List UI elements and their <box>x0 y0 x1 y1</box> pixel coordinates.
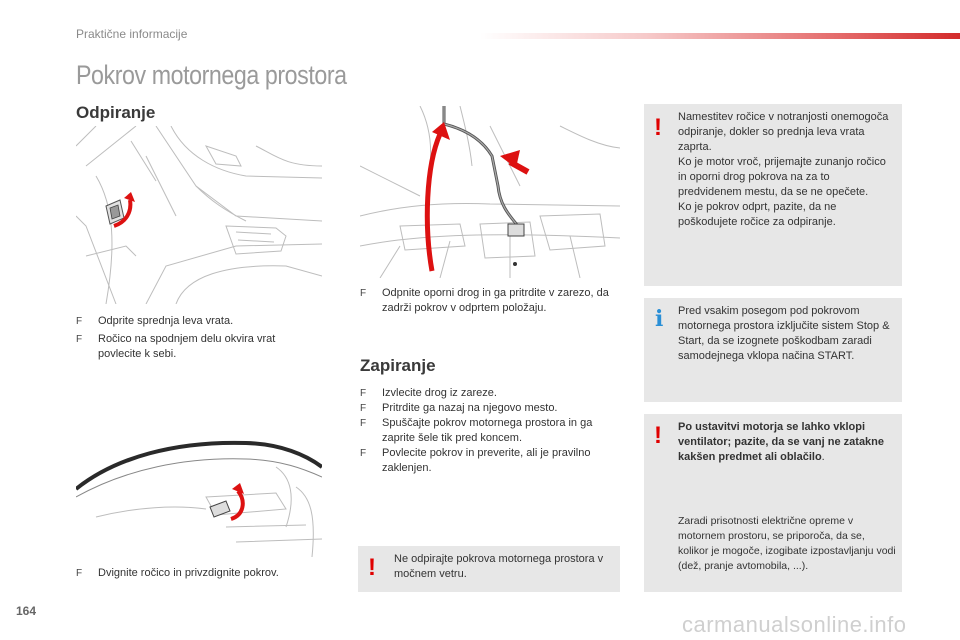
bullet-icon: F <box>360 388 367 399</box>
watermark: carmanualsonline.info <box>682 612 907 637</box>
page-title: Pokrov motornega prostora <box>76 60 347 90</box>
heading-opening: Odpiranje <box>76 103 156 122</box>
warning-box-wind <box>358 546 620 592</box>
warning-icon: ! <box>368 554 376 581</box>
closing-steps <box>360 386 622 476</box>
warning-icon: ! <box>654 422 662 449</box>
opening-step-bottom <box>76 566 322 584</box>
warning-text-fan: Po ustavitvi motorja se lahko vklopi ventilator; pazite, da se vanj ne zatakne kakšen predmet ali oblačilo. <box>678 421 885 463</box>
bullet-icon: F <box>360 448 367 459</box>
info-box-stop-start <box>644 298 902 402</box>
prop-rod-illustration <box>360 106 620 278</box>
header-accent-bar <box>480 33 960 39</box>
door-handle-illustration <box>76 126 322 304</box>
opening-step-middle <box>360 286 622 319</box>
hood-lift-illustration <box>76 397 322 557</box>
page-number: 164 <box>16 604 37 618</box>
bullet-icon: F <box>360 403 367 414</box>
note-text-water: Zaradi prisotnosti električne opreme v motornem prostoru, se priporoča, da se, kolikor je mogoče, izogibate izpostavljanju vodi (dež, pranje avtomobila, ...). <box>678 515 896 572</box>
opening-steps-left <box>76 314 316 365</box>
bullet-icon: F <box>360 418 367 429</box>
list-item: F Pritrdite ga nazaj na njegovo mesto. <box>360 402 558 414</box>
warning-box-handle <box>644 104 902 286</box>
warning-icon: ! <box>654 114 662 141</box>
warning-text-wind: Ne odpirajte pokrova motornega prostora v močnem vetru. <box>394 553 604 580</box>
list-item: F Dvignite ročico in privzdignite pokrov. <box>76 567 279 579</box>
list-item: F Povlecite pokrov in preverite, ali je pravilno zaklenjen. <box>360 447 591 474</box>
section-label: Praktične informacije <box>76 27 188 41</box>
bullet-icon: F <box>76 334 83 345</box>
info-text-stop-start: Pred vsakim posegom pod pokrovom motornega prostora izključite sistem Stop & Start, da se izognete poškodbam zaradi samodejnega vklopa načina START. <box>678 305 890 362</box>
bullet-icon: F <box>76 316 83 327</box>
figure-door-handle <box>76 126 322 304</box>
list-item: F Ročico na spodnjem delu okvira vrat povlecite k sebi. <box>76 333 276 360</box>
bullet-icon: F <box>76 568 83 579</box>
figure-hood-lift <box>76 397 322 557</box>
info-icon: i <box>655 306 664 332</box>
list-item: F Odprite sprednja leva vrata. <box>76 315 234 327</box>
warning-box-fan <box>644 414 902 592</box>
list-item: F Spuščajte pokrov motornega prostora in ga zaprite šele tik pred koncem. <box>360 417 593 444</box>
list-item: F Izvlecite drog iz zareze. <box>360 387 497 399</box>
heading-closing: Zapiranje <box>360 356 436 375</box>
list-item: F Odpnite oporni drog in ga pritrdite v zarezo, da zadrži pokrov v odprtem položaju. <box>360 287 609 314</box>
figure-prop-rod <box>360 106 620 278</box>
warning-text-handle: Namestitev ročice v notranjosti onemogoča odpiranje, dokler so prednja leva vrata zaprta. Ko je motor vroč, prijemajte zunanjo ročico in oporni drog pokrova na za to predvidenem mestu, da se ne opečete. Ko je pokrov odprt, pazite, da ne poškodujete ročice za odpiranje. <box>678 111 889 228</box>
bullet-icon: F <box>360 288 367 299</box>
